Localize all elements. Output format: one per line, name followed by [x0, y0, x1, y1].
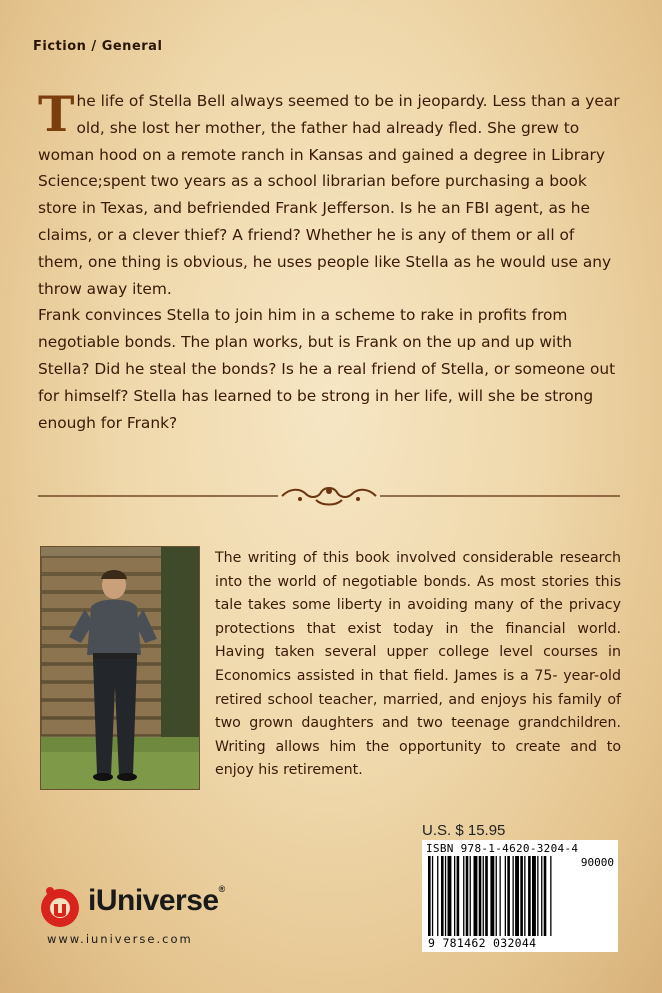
blurb-text-1: he life of Stella Bell always seemed to be in jeopardy. Less than a year old, she lost her mother, the father had already fled. She grew to woman hood on a remote ranch in Kansas and gained a degree in Library Science;spent two years as a school librarian before purchasing a book store in Texas, and befriended Frank Jefferson. Is he an FBI agent, as he claims, or a clever thief? A friend? Whether he is any of them or all of them, one thing is obvious, he uses people like Stella as he would use any throw away item.: [38, 92, 620, 298]
price-label: U.S. $ 15.95: [422, 822, 506, 839]
publisher-website: www.iuniverse.com: [47, 932, 193, 946]
isbn-barcode: [422, 840, 618, 952]
iuniverse-logo-icon: [38, 884, 82, 928]
author-bio: The writing of this book involved considerable research into the world of negotiable bonds. As most stories this tale takes some liberty in avoiding many of the privacy protections that exist today in the financial world. Having taken several upper college level courses in Economics assisted in that field. James is a 75- year-old retired school teacher, married, and enjoys his family of two grown daughters and two teenage grandchildren. Writing allows him the opportunity to create and to enjoy his retirement.: [215, 550, 621, 779]
ornamental-divider-icon: [38, 482, 620, 512]
isbn-text: ISBN 978-1-4620-3204-4: [426, 842, 579, 855]
category-label: Fiction / General: [33, 39, 163, 54]
publisher-name-text: iUniverse: [88, 884, 219, 917]
publisher-name: [88, 884, 225, 918]
drop-cap: T: [38, 85, 75, 143]
author-photo: [40, 546, 200, 790]
barcode-number: 9 781462 032044: [428, 936, 537, 950]
blurb-paragraph-1: [38, 85, 622, 302]
barcode-bars: [428, 856, 612, 936]
registered-mark: ®: [218, 884, 225, 894]
publisher-logo: [38, 884, 238, 930]
blurb-paragraph-2: Frank convinces Stella to join him in a scheme to rake in profits from negotiable bonds. The plan works, but is Frank on the up and up with Stella? Did he steal the bonds? Is he a real friend of Stella, or someone out for himself? Stella has learned to be strong in her life, will she be strong enough for Frank?: [38, 306, 616, 432]
price-addon-code: 90000: [580, 856, 614, 869]
back-cover-blurb: [38, 85, 622, 436]
